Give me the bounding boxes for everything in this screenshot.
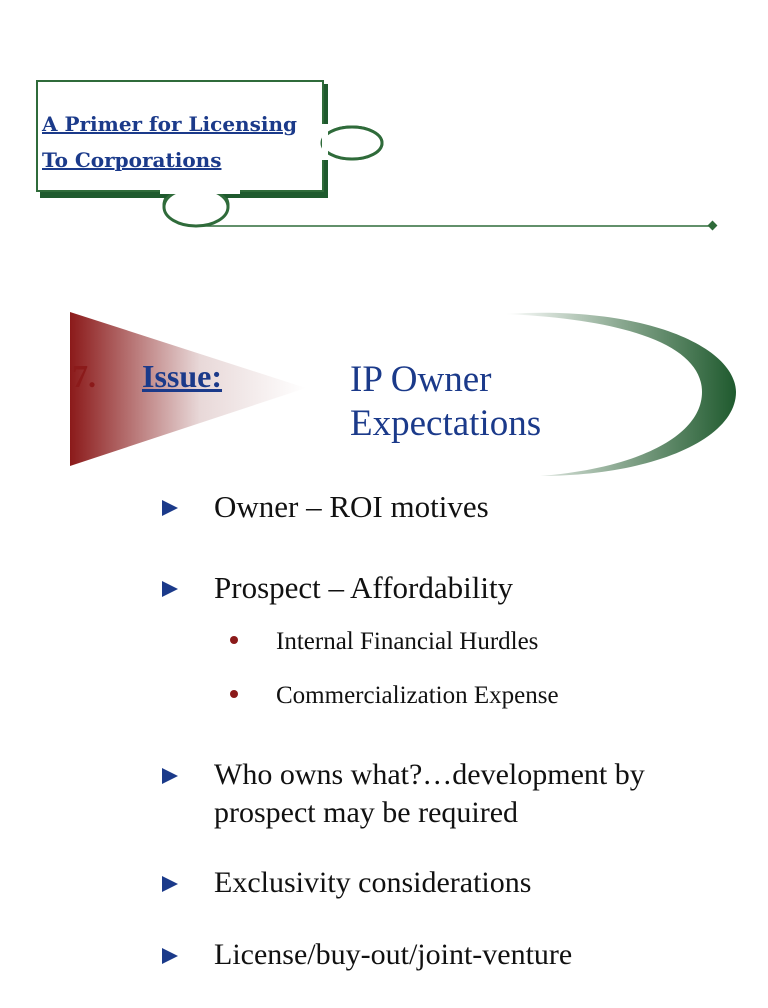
bullet-item: Exclusivity considerations: [214, 866, 532, 899]
arrow-bullet-icon: [162, 500, 178, 516]
slide-title-line1: IP Owner: [350, 359, 492, 400]
dot-bullet-icon: [230, 636, 238, 644]
slide-title: [350, 358, 541, 446]
sub-bullet-item: Commercialization Expense: [276, 682, 559, 709]
bullet-item-line2: prospect may be required: [214, 796, 519, 829]
arrow-bullet-icon: [162, 876, 178, 892]
header-link-line1[interactable]: A Primer for Licensing: [42, 112, 297, 136]
bullet-item: License/buy-out/joint-venture: [214, 938, 573, 971]
sub-bullet-item: Internal Financial Hurdles: [276, 628, 539, 655]
bullet-item: Owner – ROI motives: [214, 489, 489, 524]
arrow-bullet-icon: [162, 948, 178, 964]
bullet-item: [214, 756, 645, 832]
bullet-item-line1: Who owns what?…development by: [214, 758, 645, 791]
title-number: 7.: [72, 358, 96, 394]
slide-title-line2: Expectations: [350, 403, 542, 444]
header-link-line2[interactable]: To Corporations: [42, 148, 222, 172]
title-issue-label[interactable]: Issue:: [142, 358, 223, 394]
bullet-item: Prospect – Affordability: [214, 570, 514, 605]
arrow-bullet-icon: [162, 581, 178, 597]
dot-bullet-icon: [230, 690, 238, 698]
arrow-bullet-icon: [162, 768, 178, 784]
